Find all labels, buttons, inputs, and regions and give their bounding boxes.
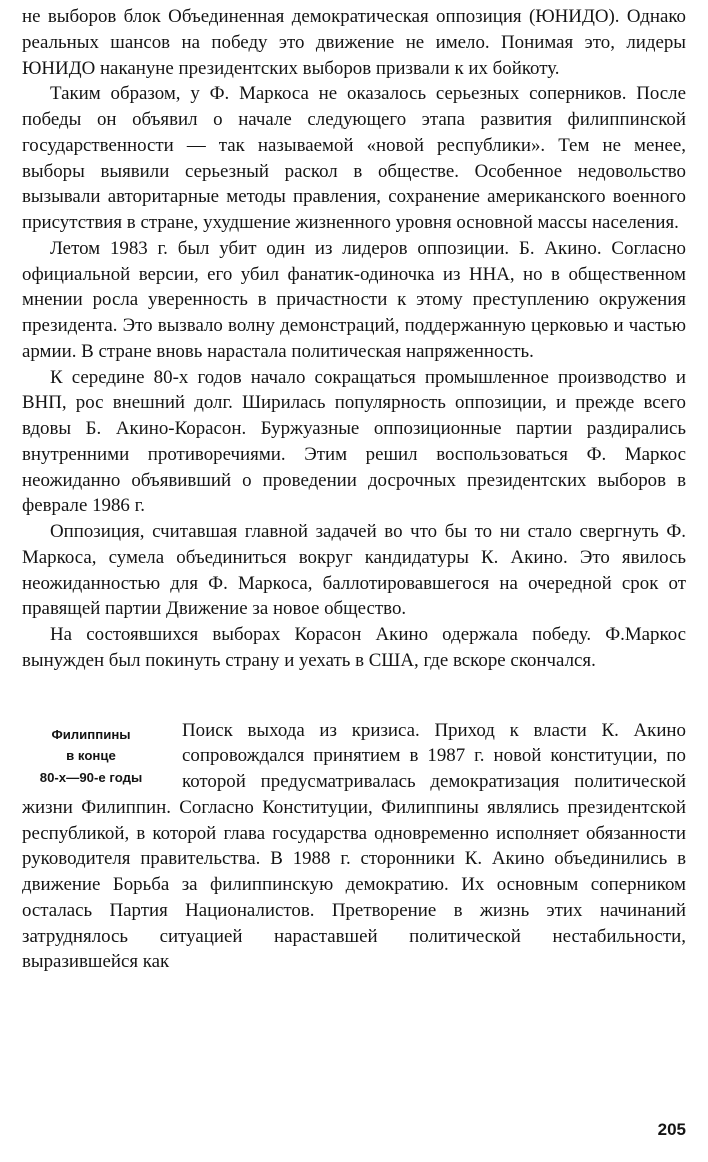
paragraph: Таким образом, у Ф. Маркоса не оказалось серьезных соперников. После победы он объявил о начале следующего этапа развития филиппинской государственности — так называемой «новой республики». Тем не менее, выборы выявили серьезный раскол в обществе. Особенное недовольство вызывали авторитарные методы правления, сохранение американского военного присутствия в стране, ухудшение жизненного уровня основной массы населения. bbox=[22, 83, 686, 233]
body-text bbox=[22, 4, 686, 674]
paragraph: не выборов блок Объединенная демократическая оппозиция (ЮНИДО). Однако реальных шансов на победу это движение не имело. Понимая это, лидеры ЮНИДО накануне президентских выборов призвали к их бойкоту. bbox=[22, 6, 686, 79]
section-heading-line: 80-х—90-е годы bbox=[39, 769, 143, 785]
book-page bbox=[22, 4, 686, 1124]
paragraph: К середине 80-х годов начало сокращаться промышленное производство и ВНП, рос внешний долг. Ширилась популярность оппозиции, и прежде всего вдовы Б. Акино-Корасон. Буржуазные оппозиционные партии раздирались внутренними противоречиями. Этим решил воспользоваться Ф. Маркос неожиданно объявивший о проведении досрочных президентских выборов в феврале 1986 г. bbox=[22, 366, 686, 517]
section-heading bbox=[22, 724, 160, 789]
section-heading-line: Филиппины bbox=[51, 726, 131, 742]
section-gap bbox=[22, 674, 686, 718]
section bbox=[22, 718, 686, 976]
section-heading-line: в конце bbox=[66, 748, 116, 763]
page-number: 205 bbox=[657, 1120, 686, 1139]
section-paragraph: Поиск выхода из кризиса. Приход к власти К. Акино сопровождался принятием в 1987 г. новой конституции, по которой предусматривалась демократизация политической жизни Филиппин. Согласно Конституции, Филиппины являлись президентской республикой, в которой глава государства одновременно исполняет обязанности руководителя правительства. В 1988 г. сторонники К. Акино объединились в движение Борьба за филиппинскую демократию. Их основным соперником осталась Партия Националистов. Претворение в жизнь этих начинаний затруднялось ситуацией нараставшей политической нестабильности, выразившейся как bbox=[22, 719, 686, 973]
paragraph: Оппозиция, считавшая главной задачей во что бы то ни стало свергнуть Ф. Маркоса, сумела объединиться вокруг кандидатуры К. Акино. Это явилось неожиданностью для Ф. Маркоса, баллотировавшегося на очередной срок от правящей партии Движение за новое общество. bbox=[22, 521, 686, 620]
paragraph: На состоявшихся выборах Корасон Акино одержала победу. Ф.Маркос вынужден был покинуть страну и уехать в США, где вскоре скончался. bbox=[22, 624, 686, 671]
paragraph: Летом 1983 г. был убит один из лидеров оппозиции. Б. Акино. Согласно официальной версии, его убил фанатик-одиночка из ННА, но в общественном мнении росла уверенность в причастности к этому преступлению окружения президента. Это вызвало волну демонстраций, поддержанную церковью и частью армии. В стране вновь нарастала политическая напряженность. bbox=[22, 237, 686, 362]
